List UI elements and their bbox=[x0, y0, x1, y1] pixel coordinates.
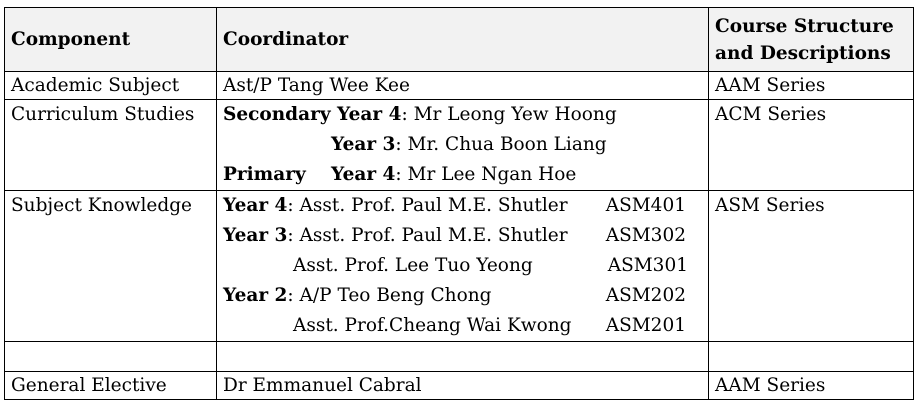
series-cell: AAM Series bbox=[709, 72, 914, 100]
coordinator-name: Asst. Prof. Lee Tuo Yeong bbox=[293, 255, 533, 276]
header-course-structure: Course Structure and Descriptions bbox=[709, 8, 914, 72]
coordinator-cell bbox=[217, 100, 709, 191]
coordinator-cell: Ast/P Tang Wee Kee bbox=[217, 72, 709, 100]
coordinator-cell bbox=[217, 342, 709, 372]
coordinator-name: : A/P Teo Beng Chong bbox=[287, 285, 492, 306]
component-cell: Subject Knowledge bbox=[5, 191, 217, 342]
coordinator-name: : Mr. Chua Boon Liang bbox=[395, 134, 607, 155]
table-row-curriculum-studies bbox=[5, 100, 914, 191]
table-row-general-elective bbox=[5, 372, 914, 400]
coordinator-line bbox=[223, 221, 708, 251]
coordinator-name: Asst. Prof.Cheang Wai Kwong bbox=[293, 315, 572, 336]
course-coordinators-table bbox=[4, 7, 914, 400]
level-label: Secondary Year 4 bbox=[223, 104, 402, 125]
coordinator-cell bbox=[217, 191, 709, 342]
course-code: ASM401 bbox=[605, 195, 686, 216]
course-code: ASM202 bbox=[605, 285, 686, 306]
series-cell bbox=[709, 342, 914, 372]
series-cell: AAM Series bbox=[709, 372, 914, 400]
table-row-subject-knowledge bbox=[5, 191, 914, 342]
year-label: Year 4 bbox=[223, 195, 288, 216]
year-label: Year 3 bbox=[223, 225, 288, 246]
year-label: Year 2 bbox=[223, 285, 288, 306]
series-cell: ASM Series bbox=[709, 191, 914, 342]
coordinator-line bbox=[223, 160, 708, 190]
coordinator-name: : Asst. Prof. Paul M.E. Shutler bbox=[287, 225, 568, 246]
series-cell: ACM Series bbox=[709, 100, 914, 191]
table-row-academic-subject bbox=[5, 72, 914, 100]
coordinator-line bbox=[223, 130, 708, 160]
coordinator-name: : Mr Leong Yew Hoong bbox=[401, 104, 617, 125]
course-code: ASM302 bbox=[605, 225, 686, 246]
header-component: Component bbox=[5, 8, 217, 72]
coordinator-line bbox=[223, 191, 708, 221]
component-cell: Academic Subject bbox=[5, 72, 217, 100]
coordinator-line bbox=[223, 251, 708, 281]
coordinator-line bbox=[223, 311, 708, 341]
header-coordinator: Coordinator bbox=[217, 8, 709, 72]
course-code: ASM301 bbox=[607, 255, 688, 276]
level-label: Primary bbox=[223, 164, 306, 185]
coordinator-cell: Dr Emmanuel Cabral bbox=[217, 372, 709, 400]
component-cell: Curriculum Studies bbox=[5, 100, 217, 191]
component-cell: General Elective bbox=[5, 372, 217, 400]
year-label: Year 4 bbox=[331, 164, 396, 185]
coordinator-line bbox=[223, 100, 708, 130]
year-label: Year 3 bbox=[331, 134, 396, 155]
coordinator-line bbox=[223, 281, 708, 311]
table-row-empty bbox=[5, 342, 914, 372]
coordinator-name: : Asst. Prof. Paul M.E. Shutler bbox=[287, 195, 568, 216]
component-cell bbox=[5, 342, 217, 372]
header-row bbox=[5, 8, 914, 72]
coordinator-name: : Mr Lee Ngan Hoe bbox=[395, 164, 577, 185]
course-code: ASM201 bbox=[605, 315, 686, 336]
